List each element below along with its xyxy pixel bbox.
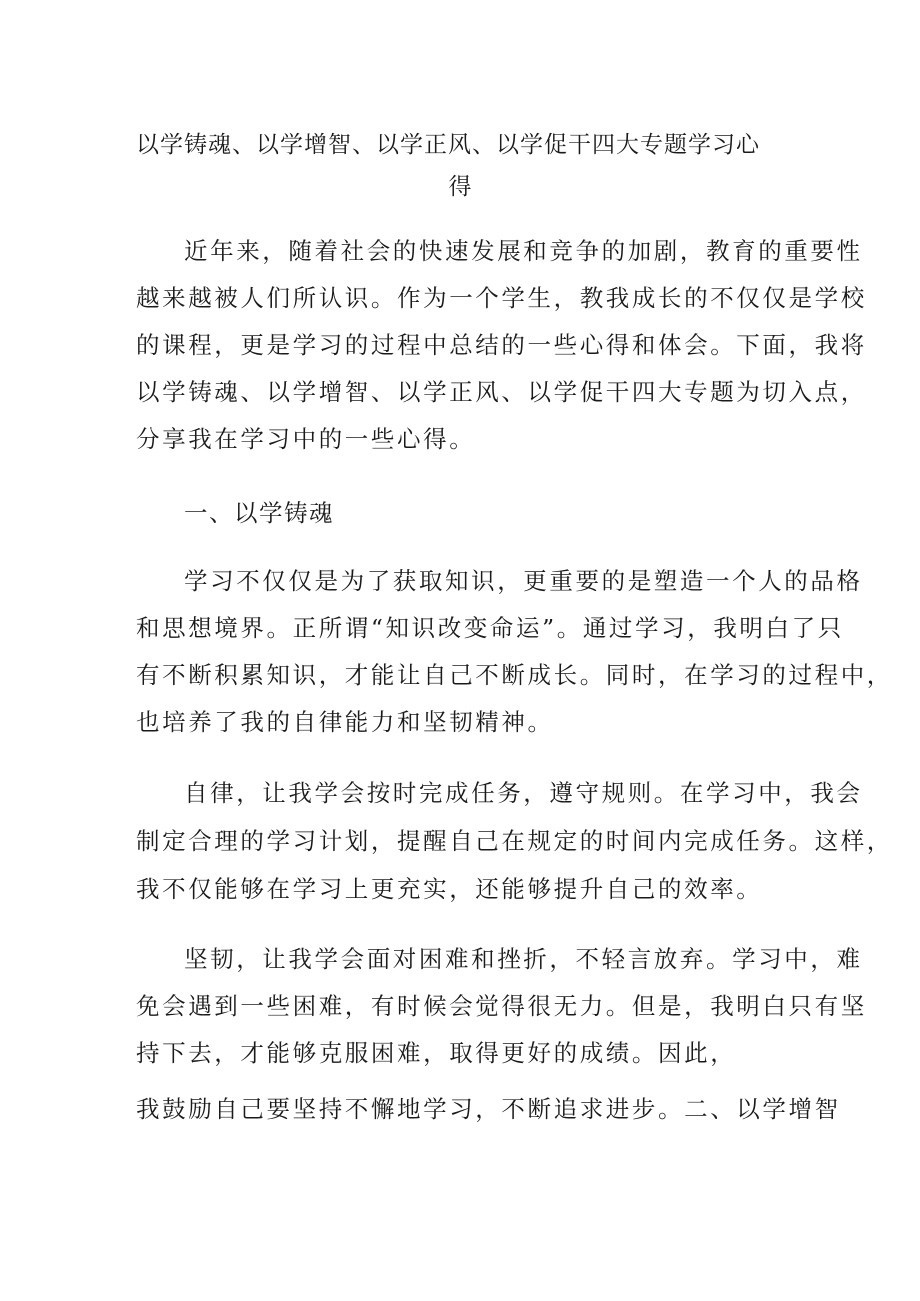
- section-heading-1: 一、以学铸魂: [184, 499, 334, 527]
- paragraph-1-line-4: 以学铸魂、以学增智、以学正风、以学促干四大专题为切入点，: [136, 378, 867, 406]
- paragraph-2-line-3: 有不断积累知识，才能让自己不断成长。同时，在学习的过程中，: [136, 661, 893, 689]
- paragraph-4-line-2: 免会遇到一些困难，有时候会觉得很无力。但是，我明白只有坚: [136, 992, 867, 1020]
- paragraph-3-line-2: 制定合理的学习计划，提醒自己在规定的时间内完成任务。这样，: [136, 827, 893, 855]
- paragraph-2-line-1: 学习不仅仅是为了获取知识，更重要的是塑造一个人的品格: [184, 567, 863, 595]
- paragraph-4-line-3: 持下去，才能够克服困难，取得更好的成绩。因此，: [136, 1039, 737, 1067]
- paragraph-4-line-1: 坚韧，让我学会面对困难和挫折，不轻言放弃。学习中，难: [184, 945, 863, 973]
- paragraph-1-line-5: 分享我在学习中的一些心得。: [136, 425, 476, 453]
- paragraph-1-line-2: 越来越被人们所认识。作为一个学生，教我成长的不仅仅是学校: [136, 284, 867, 312]
- paragraph-4-line-4: 我鼓励自己要坚持不懈地学习，不断追求进步。二、以学增智: [136, 1095, 841, 1123]
- document-title-line-1: 以学铸魂、以学增智、以学正风、以学促干四大专题学习心: [136, 132, 760, 158]
- document-title-line-2: 得: [448, 174, 472, 200]
- paragraph-2-line-4: 也培养了我的自律能力和坚韧精神。: [136, 708, 554, 736]
- paragraph-3-line-3: 我不仅能够在学习上更充实，还能够提升自己的效率。: [136, 875, 763, 903]
- paragraph-2-line-2: 和思想境界。正所谓“知识改变命运”。通过学习，我明白了只: [136, 614, 844, 642]
- paragraph-1-line-1: 近年来，随着社会的快速发展和竞争的加剧，教育的重要性: [184, 237, 863, 265]
- paragraph-1-line-3: 的课程，更是学习的过程中总结的一些心得和体会。下面，我将: [136, 331, 867, 359]
- paragraph-3-line-1: 自律，让我学会按时完成任务，遵守规则。在学习中，我会: [184, 779, 863, 807]
